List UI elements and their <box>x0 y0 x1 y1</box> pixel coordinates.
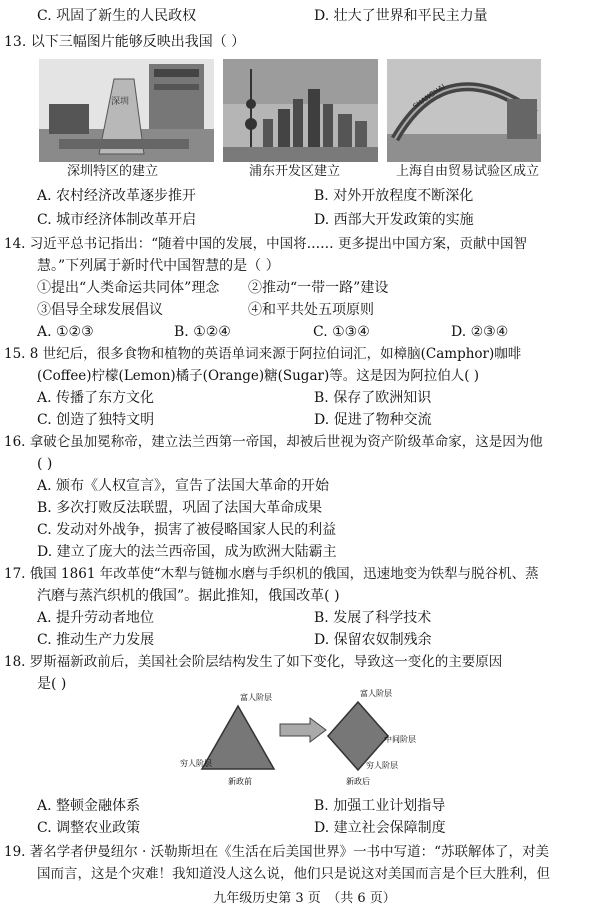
q16-option-b: B. 多次打败反法联盟，巩固了法国大革命成果 <box>37 500 323 516</box>
after-caption: 新政后 <box>346 777 370 786</box>
q15-stem-line2: (Coffee)柠檬(Lemon)橘子(Orange)糖(Sugar)等。这是因为阿拉伯人( ) <box>37 368 480 384</box>
q17-option-a: A. 提升劳动者地位 <box>37 610 155 626</box>
q15-option-d: D. 促进了物种交流 <box>314 412 432 428</box>
q14-item-1: ①提出“人类命运共同体”理念 <box>37 280 220 296</box>
q16-option-c: C. 发动对外战争，损害了被侵略国家人民的利益 <box>37 522 337 538</box>
q18-option-d: D. 建立社会保障制度 <box>314 820 446 836</box>
caption-shanghai-ftz: 上海自由贸易试验区成立 <box>396 164 540 179</box>
q14-option-c: C. ①③④ <box>313 324 370 340</box>
q18-stem-line2: 是( ) <box>37 676 67 692</box>
q13-option-b: B. 对外开放程度不断深化 <box>314 188 474 204</box>
q18-option-c: C. 调整农业政策 <box>37 820 141 836</box>
q13-option-a: A. 农村经济改革逐步推开 <box>37 188 197 204</box>
q15-stem-line1: 15. 8 世纪后，很多食物和植物的英语单词来源于阿拉伯词汇，如樟脑(Camphor)咖啡 <box>4 346 522 362</box>
q19-stem-line2: 国而言，这是个灾难！我知道没人这么说，他们只是说这对美国而言是个巨大胜利，但 <box>37 866 550 882</box>
photo-pudong <box>223 59 378 162</box>
q14-option-a: A. ①②③ <box>37 324 94 340</box>
q18-option-a: A. 整顿金融体系 <box>37 798 141 814</box>
q15-option-b: B. 保存了欧洲知识 <box>314 390 432 406</box>
after-middle-label: 中间阶层 <box>384 735 416 744</box>
before-top-label: 富人阶层 <box>240 693 272 702</box>
q17-option-b: B. 发展了科学技术 <box>314 610 432 626</box>
q14-option-b: B. ①②④ <box>174 324 231 340</box>
q17-stem-line1: 17. 俄国 1861 年改革使“木犁与链枷水磨与手织机的俄国，迅速地变为铁犁与脱谷机、蒸 <box>4 566 539 582</box>
q17-option-d: D. 保留农奴制残余 <box>314 632 432 648</box>
q14-item-3: ③倡导全球发展倡议 <box>37 302 163 318</box>
class-structure-diagram <box>180 684 440 794</box>
photo-shenzhen <box>39 59 214 162</box>
q14-option-d: D. ②③④ <box>451 324 509 340</box>
pyramid-before <box>202 706 274 769</box>
photo-arch-text: SHANGHAI <box>411 82 447 111</box>
after-top-label: 富人阶层 <box>360 689 392 698</box>
q14-item-2: ②推动“一带一路”建设 <box>248 280 389 296</box>
q16-stem-line2: ( ) <box>37 456 53 472</box>
q14-stem-line2: 慧。”下列属于新时代中国智慧的是（ ） <box>37 258 280 274</box>
q15-option-a: A. 传播了东方文化 <box>37 390 155 406</box>
option-c: C. 巩固了新生的人民政权 <box>37 8 197 24</box>
q18-stem-line1: 18. 罗斯福新政前后，美国社会阶层结构发生了如下变化，导致这一变化的主要原因 <box>4 654 503 670</box>
q16-option-d: D. 建立了庞大的法兰西帝国，成为欧洲大陆霸主 <box>37 544 337 560</box>
after-bottom-label: 穷人阶层 <box>366 761 398 770</box>
q13-stem: 13. 以下三幅图片能够反映出我国（ ） <box>4 34 246 50</box>
photo-shanghai-ftz <box>387 59 541 162</box>
q17-option-c: C. 推动生产力发展 <box>37 632 155 648</box>
option-d: D. 壮大了世界和平民主力量 <box>314 8 488 24</box>
q16-option-a: A. 颁布《人权宣言》，宣告了法国大革命的开始 <box>37 478 330 494</box>
before-caption: 新政前 <box>228 777 252 786</box>
arrow-icon <box>280 718 326 742</box>
q13-option-d: D. 西部大开发政策的实施 <box>314 212 474 228</box>
q19-stem-line1: 19. 著名学者伊曼纽尔 · 沃勒斯坦在《生活在后美国世界》一书中写道：“苏联解体了，对美 <box>4 844 550 860</box>
q17-stem-line2: 汽磨与蒸汽织机的俄国”。据此推知，俄国改革( ) <box>37 588 340 604</box>
page-footer: 九年级历史第 3 页 （共 6 页） <box>213 891 396 906</box>
caption-shenzhen: 深圳特区的建立 <box>67 164 159 179</box>
q14-item-4: ④和平共处五项原则 <box>248 302 374 318</box>
q15-option-c: C. 创造了独特文明 <box>37 412 155 428</box>
q16-stem-line1: 16. 拿破仑虽加冕称帝，建立法兰西第一帝国，却被后世视为资产阶级革命家，这是因为他 <box>4 434 543 450</box>
q18-option-b: B. 加强工业计划指导 <box>314 798 446 814</box>
before-bottom-label: 穷人阶层 <box>180 759 212 768</box>
diamond-after <box>328 702 388 770</box>
caption-pudong: 浦东开发区建立 <box>249 164 341 179</box>
photo-sign-text: 深圳 <box>111 97 130 107</box>
q13-option-c: C. 城市经济体制改革开启 <box>37 212 197 228</box>
q14-stem-line1: 14. 习近平总书记指出：“随着中国的发展，中国将…… 更多提出中国方案，贡献中国智 <box>4 236 527 252</box>
